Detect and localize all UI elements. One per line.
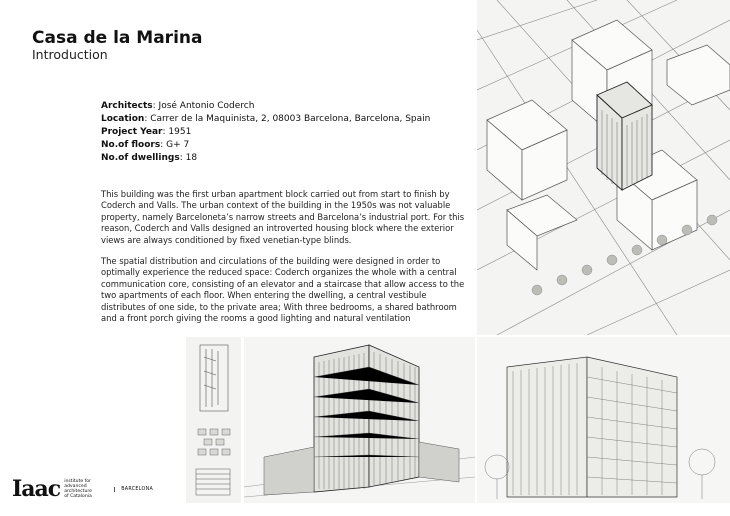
meta-value: 1951: [168, 127, 192, 137]
logo-line: institute for: [64, 479, 91, 484]
street-perspective-sketch: [477, 337, 730, 503]
meta-value: Carrer de la Maquinista, 2, 08003 Barcelona, Barcelona, Spain: [150, 114, 431, 124]
aerial-axonometric-drawing: [477, 0, 730, 335]
meta-label: Architects: [101, 101, 153, 111]
page-subtitle: Introduction: [32, 47, 108, 62]
distribution-paragraph: The spatial distribution and circulations of the building were designed in order to optimally experience the reduced space: Coderch organizes the whole with a central communication core, consisting of an elevator and a staircase that allow access to the two apartments of each floor. When entering the dwelling, a central vestibule distributes of one side, to the private area; With three bedrooms, a shared bathroom and a front porch giving the rooms a good lighting and natural ventilation: [101, 256, 465, 324]
meta-row-year: Project Year: 1951: [101, 127, 192, 137]
iaac-logo: [12, 476, 153, 502]
meta-row-location: Location: Carrer de la Maquinista, 2, 08003 Barcelona, Barcelona, Spain: [101, 114, 431, 124]
meta-label: Location: [101, 114, 145, 124]
meta-row-dwellings: No.of dwellings: 18: [101, 153, 198, 163]
meta-row-architects: Architects: José Antonio Coderch: [101, 101, 255, 111]
logo-line: advanced: [64, 484, 87, 489]
meta-value: G+ 7: [166, 140, 190, 150]
meta-label: No.of floors: [101, 140, 161, 150]
meta-row-floors: No.of floors: G+ 7: [101, 140, 190, 150]
page-title: Casa de la Marina: [32, 28, 203, 48]
perspective-sketch: [244, 337, 475, 503]
logo-mark: Iaac: [12, 476, 61, 502]
meta-label: Project Year: [101, 127, 163, 137]
intro-paragraph: This building was the first urban apartment block carried out from start to finish by Coderch and Valls. The urban context of the building in the 1950s was not valuable property, namely Barceloneta’s narrow streets and Barcelona’s industrial port. For this reason, Coderch and Valls designed an introverted housing block where the exterior views are always conditioned by fixed venetian-type blinds.: [101, 189, 465, 245]
logo-city: BARCELONA: [114, 487, 153, 492]
meta-value: 18: [185, 153, 198, 163]
logo-line: of Catalonia: [64, 494, 92, 499]
logo-line: architecture: [64, 489, 92, 494]
facade-detail-sketches: [186, 337, 241, 503]
meta-label: No.of dwellings: [101, 153, 180, 163]
logo-institution-text: [64, 479, 110, 499]
project-info: [101, 100, 430, 165]
meta-value: José Antonio Coderch: [158, 101, 255, 111]
